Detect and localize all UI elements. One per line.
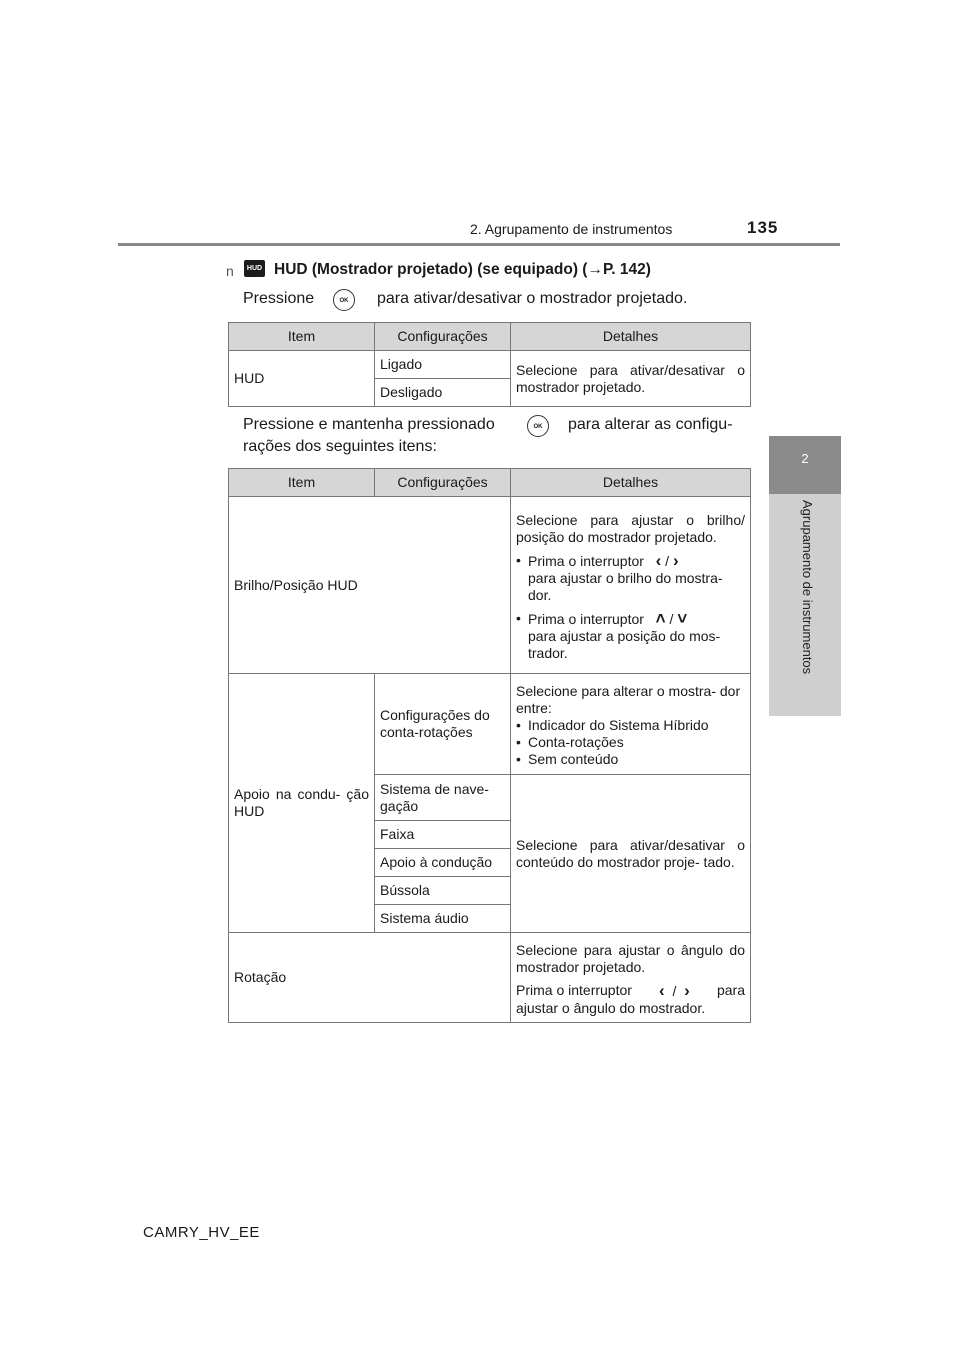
col-details: Detalhes — [511, 469, 751, 497]
list-item: • Sem conteúdo — [516, 751, 745, 768]
ok-button-icon: OK — [333, 289, 355, 311]
list-item: • Indicador do Sistema Híbrido — [516, 717, 745, 734]
col-item: Item — [229, 469, 375, 497]
list-item-text: para ajustar a posição do mos- trador. — [528, 627, 721, 661]
para1-before: Pressione — [243, 290, 315, 307]
hud-icon: HUD — [244, 260, 265, 277]
chevron-left-icon: ‹ — [655, 550, 662, 570]
hud-table — [228, 322, 751, 407]
chevron-right-icon: › — [672, 550, 679, 570]
header-rule — [118, 243, 840, 246]
page-number: 135 — [747, 218, 779, 237]
cell-details: Selecione para ativar/desativar o mostrador projetado. — [511, 351, 751, 407]
chevron-down-icon: ˅ — [677, 608, 688, 628]
chapter-label: Agrupamento de instrumentos — [800, 500, 815, 675]
cell-setting: Configurações do conta-rotações — [375, 674, 511, 775]
cell-details: Selecione para ativar/desativar o conteúdo do mostrador proje- tado. — [511, 775, 751, 933]
slash: / — [669, 610, 674, 627]
table-row — [229, 674, 751, 775]
col-details: Detalhes — [511, 323, 751, 351]
chevron-left-icon: ‹ — [659, 980, 665, 1000]
details-intro: Selecione para ajustar o brilho/ posição do mostrador projetado. — [516, 511, 745, 545]
details-text: Prima o interruptor — [516, 981, 632, 998]
table-row — [229, 351, 751, 379]
list-item-text: para ajustar o brilho do mostra- dor. — [528, 569, 723, 603]
cell-item: Rotação — [229, 933, 511, 1023]
list-item-text: Prima o interruptor — [528, 552, 644, 569]
section-title — [274, 261, 651, 279]
chapter-number: 2 — [801, 451, 809, 466]
para2-after: para alterar as configu- — [568, 416, 733, 433]
cell-details — [511, 933, 751, 1023]
section-bullet: n — [226, 263, 234, 279]
details-line2: ajustar o ângulo do mostrador. — [516, 999, 706, 1016]
cell-setting: Faixa — [375, 821, 511, 849]
list-item — [516, 552, 745, 604]
details-list — [516, 552, 745, 662]
cell-item: Brilho/Posição HUD — [229, 497, 511, 674]
table-row — [229, 933, 751, 1023]
section-title-text: HUD (Mostrador projetado) (se equipado) ( — [274, 261, 588, 278]
para2-line2: rações dos seguintes itens: — [243, 438, 437, 455]
cell-setting: Desligado — [375, 379, 511, 407]
details-intro: Selecione para ajustar o ângulo do mostrador projetado. — [516, 941, 745, 975]
cell-setting: Ligado — [375, 351, 511, 379]
col-settings: Configurações — [375, 323, 511, 351]
col-item: Item — [229, 323, 375, 351]
cell-details — [511, 497, 751, 674]
col-settings: Configurações — [375, 469, 511, 497]
chevron-right-icon: › — [684, 980, 690, 1000]
table-header-row — [229, 323, 751, 351]
cell-item: HUD — [229, 351, 375, 407]
para1-after: para ativar/desativar o mostrador projetado. — [377, 290, 688, 307]
cell-setting: Bússola — [375, 877, 511, 905]
settings-table — [228, 468, 751, 1023]
arrow-icon: → — [587, 261, 603, 278]
list-item-text: Prima o interruptor — [528, 610, 644, 627]
slash: / — [672, 982, 677, 999]
details-line — [516, 982, 745, 1000]
list-item: • Conta-rotações — [516, 734, 745, 751]
page-ref: P. 142) — [602, 261, 651, 278]
table-header-row — [229, 469, 751, 497]
para2-before: Pressione e mantenha pressionado — [243, 416, 495, 433]
cell-setting: Sistema de nave- gação — [375, 775, 511, 821]
cell-setting: Apoio à condução — [375, 849, 511, 877]
ok-button-icon: OK — [527, 415, 549, 437]
slash: / — [665, 552, 670, 569]
details-text: para — [716, 981, 745, 998]
cell-details — [511, 674, 751, 775]
cell-setting: Sistema áudio — [375, 905, 511, 933]
cell-item: Apoio na condu- ção HUD — [229, 674, 375, 933]
list-item — [516, 610, 745, 662]
chevron-up-icon: ˄ — [655, 608, 666, 628]
running-header: 2. Agrupamento de instrumentos — [470, 221, 673, 237]
table-row — [229, 497, 751, 674]
details-intro: Selecione para alterar o mostra- dor entre: — [516, 683, 741, 716]
details-list — [516, 717, 745, 768]
document-footer: CAMRY_HV_EE — [143, 1224, 260, 1241]
